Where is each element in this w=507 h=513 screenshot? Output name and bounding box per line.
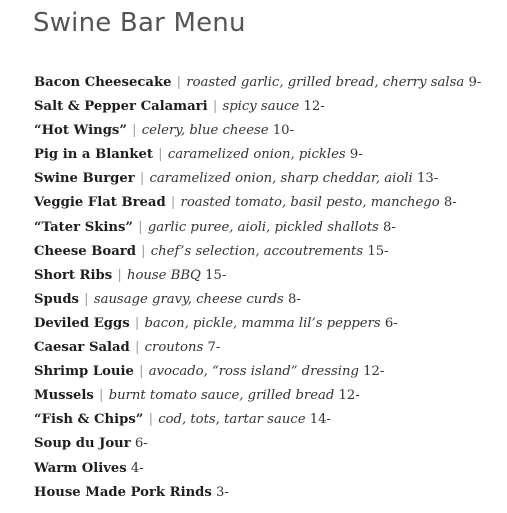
menu-item-name: Short Ribs	[34, 267, 113, 283]
menu-item	[34, 266, 504, 290]
menu-item-price: 6-	[384, 315, 398, 331]
menu-list	[34, 73, 504, 507]
menu-item	[34, 314, 504, 338]
menu-item-description: sausage gravy, cheese curds	[93, 291, 284, 307]
menu-item-description: roasted tomato, basil pesto, manchego	[180, 195, 440, 211]
menu-item-name: “Hot Wings”	[34, 123, 127, 139]
menu-item	[34, 97, 504, 121]
menu-item	[34, 483, 504, 507]
menu-item-name: Pig in a Blanket	[34, 147, 153, 163]
menu-item-price: 8-	[443, 195, 457, 211]
menu-item-description: croutons	[144, 340, 204, 356]
menu-item-name: Mussels	[34, 388, 94, 404]
menu-item-price: 15-	[205, 267, 227, 283]
menu-item-name: Swine Burger	[34, 171, 135, 187]
page-title: Swine Bar Menu	[33, 8, 246, 38]
menu-item	[34, 338, 504, 362]
menu-item-name: “Fish & Chips”	[34, 412, 144, 428]
separator-bar: |	[153, 147, 167, 163]
separator-bar: |	[127, 123, 141, 139]
menu-item-name: Shrimp Louie	[34, 364, 134, 380]
menu-item-name: “Tater Skins”	[34, 219, 133, 235]
menu-item-price: 9-	[349, 147, 363, 163]
separator-bar: |	[133, 219, 147, 235]
menu-item	[34, 410, 504, 434]
menu-item-price: 3-	[216, 484, 229, 500]
menu-item-name: Cheese Board	[34, 243, 136, 259]
menu-item-description: spicy sauce	[222, 99, 300, 115]
menu-item-price: 6-	[134, 436, 148, 452]
menu-item	[34, 169, 504, 193]
menu-item	[34, 459, 504, 483]
menu-item-description: chef’s selection, accoutrements	[150, 243, 364, 259]
menu-item	[34, 290, 504, 314]
menu-item-price: 12-	[363, 364, 385, 380]
menu-item-name: Deviled Eggs	[34, 315, 130, 331]
menu-item-name: Salt & Pepper Calamari	[34, 99, 208, 115]
menu-item	[34, 193, 504, 217]
separator-bar: |	[113, 267, 126, 283]
menu-item	[34, 218, 504, 242]
menu-item-name: Bacon Cheesecake	[34, 75, 172, 90]
menu-item-name: Spuds	[34, 291, 79, 307]
menu-item-description: caramelized onion, sharp cheddar, aioli	[149, 171, 413, 187]
menu-item-description: roasted garlic, grilled bread, cherry salsa	[186, 75, 465, 90]
menu-item-description: house BBQ	[126, 267, 201, 283]
separator-bar: |	[172, 75, 186, 90]
menu-item-name: Warm Olives	[34, 460, 127, 476]
menu-item-price: 7-	[207, 340, 221, 356]
menu-item-name: Caesar Salad	[34, 340, 130, 356]
menu-item-description: bacon, pickle, mamma lil’s peppers	[144, 315, 381, 331]
separator-bar: |	[94, 388, 108, 404]
menu-item-description: avocado, “ross island” dressing	[148, 364, 359, 380]
separator-bar: |	[79, 291, 93, 307]
separator-bar: |	[130, 315, 144, 331]
menu-item	[34, 73, 504, 97]
menu-item-price: 10-	[272, 123, 295, 139]
menu-item-description: garlic puree, aioli, pickled shallots	[147, 219, 379, 235]
menu-item	[34, 386, 504, 410]
menu-item-name: House Made Pork Rinds	[34, 484, 212, 500]
menu-item	[34, 242, 504, 266]
menu-item-description: cod, tots, tartar sauce	[158, 412, 306, 428]
menu-item-price: 4-	[130, 460, 144, 476]
menu-item-price: 15-	[367, 243, 389, 259]
menu-item-price: 13-	[416, 171, 439, 187]
separator-bar: |	[166, 195, 180, 211]
separator-bar: |	[130, 340, 144, 356]
menu-item	[34, 362, 504, 386]
menu-item-name: Veggie Flat Bread	[34, 195, 166, 211]
menu-item-price: 9-	[468, 75, 482, 90]
separator-bar: |	[144, 412, 158, 428]
menu-item-name: Soup du Jour	[34, 436, 131, 452]
separator-bar: |	[208, 99, 222, 115]
menu-item-description: caramelized onion, pickles	[167, 147, 346, 163]
menu-item	[34, 121, 504, 145]
menu-item-price: 14-	[309, 412, 331, 428]
menu-item-description: burnt tomato sauce, grilled bread	[108, 388, 335, 404]
menu-item	[34, 434, 504, 458]
separator-bar: |	[134, 364, 148, 380]
menu-item	[34, 145, 504, 169]
menu-item-price: 8-	[288, 291, 301, 307]
separator-bar: |	[136, 243, 150, 259]
separator-bar: |	[135, 171, 149, 187]
menu-item-price: 12-	[338, 388, 360, 404]
menu-item-price: 8-	[382, 219, 396, 235]
menu-item-price: 12-	[303, 99, 325, 115]
menu-item-description: celery, blue cheese	[141, 123, 269, 139]
